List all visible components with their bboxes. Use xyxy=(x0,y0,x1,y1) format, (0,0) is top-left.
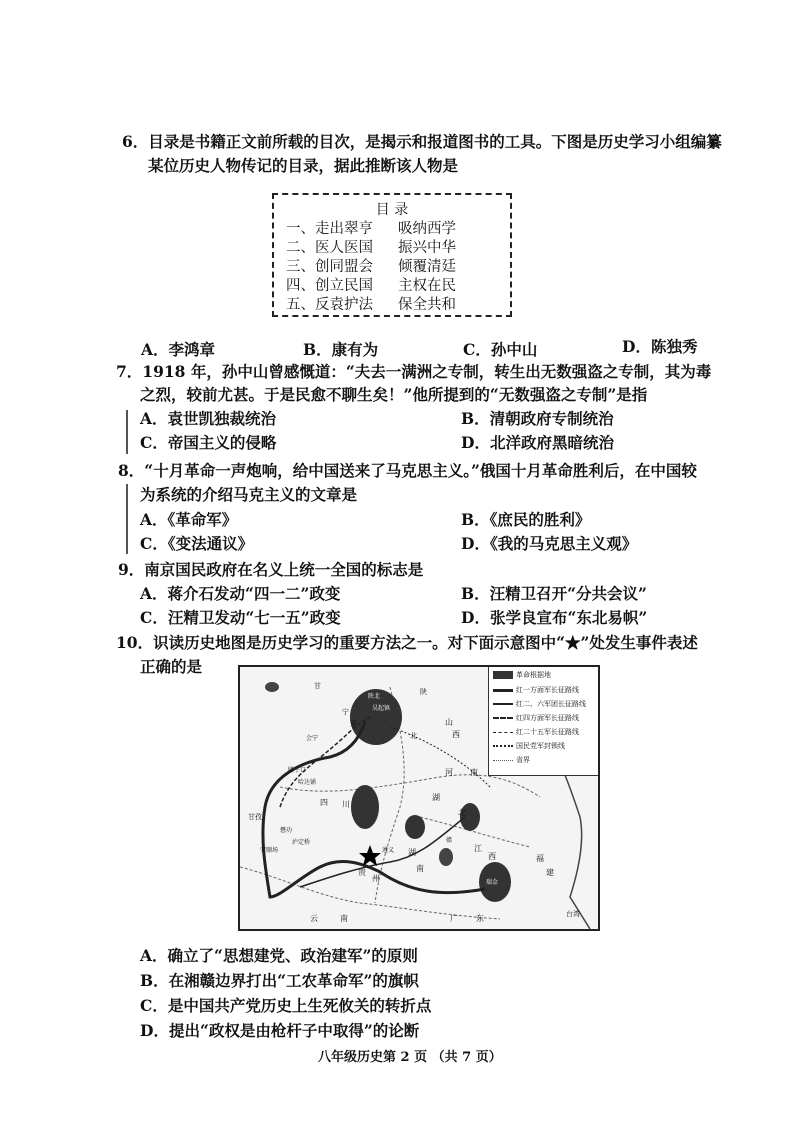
map-label: 云 xyxy=(310,914,318,923)
map-label: 赣 xyxy=(446,837,453,844)
toc-subtitle: 主权在民 xyxy=(398,278,456,294)
legend-item: 红四方面军长征路线 xyxy=(493,713,579,724)
q9-option-c[interactable]: C．汪精卫发动“七一五”政变 xyxy=(140,608,341,627)
toc-chapter: 一、走出翠亨 xyxy=(286,221,373,237)
q10-option-d[interactable]: D．提出“政权是由枪杆子中取得”的论断 xyxy=(140,1021,420,1040)
q8-option-b[interactable]: B．《庶民的胜利》 xyxy=(461,510,591,529)
map-label: 川 xyxy=(342,800,350,809)
toc-subtitle: 吸纳西学 xyxy=(398,221,456,237)
q6-option-a[interactable]: A．李鸿章 xyxy=(141,340,216,359)
map-label: 建 xyxy=(546,868,554,877)
q10-option-c[interactable]: C．是中国共产党历史上生死攸关的转折点 xyxy=(140,996,432,1015)
map-label: 贵 xyxy=(358,868,366,877)
map-label: 西 xyxy=(488,852,496,861)
legend-item: 省界 xyxy=(493,755,530,766)
q8-option-d[interactable]: D．《我的马克思主义观》 xyxy=(461,534,638,553)
q7-option-b[interactable]: B．清朝政府专制统治 xyxy=(461,409,614,428)
map-label: 湖 xyxy=(408,848,416,857)
base-area xyxy=(265,682,279,692)
q7-option-d[interactable]: D．北洋政府黑暗统治 xyxy=(461,433,614,452)
map-label: 河 xyxy=(445,768,453,777)
toc-chapter: 三、创同盟会 xyxy=(286,259,373,275)
legend-item: 红二十五军长征路线 xyxy=(493,727,579,738)
map-label: 南 xyxy=(470,768,478,777)
q7-stem-line1: 7．1918 年，孙中山曾感慨道：“夫去一满洲之专制，转生出无数强盗之专制，其为毒 xyxy=(116,362,712,381)
toc-subtitle: 振兴中华 xyxy=(398,240,456,256)
map-label: 甘 xyxy=(314,682,321,690)
legend-item: 红一方面军长征路线 xyxy=(493,685,579,696)
q8-stem-line2: 为系统的介绍马克主义的文章是 xyxy=(140,485,358,504)
q8-option-a[interactable]: A．《革命军》 xyxy=(140,510,238,529)
map-label: 懋功 xyxy=(280,827,293,834)
map-label: 山 xyxy=(445,718,453,727)
q9-option-a[interactable]: A．蒋介石发动“四一二”政变 xyxy=(140,584,341,603)
q9-stem: 9．南京国民政府在名义上统一全国的标志是 xyxy=(118,560,424,579)
map-label: 江 xyxy=(474,844,482,853)
toc-row xyxy=(286,276,456,296)
toc-chapter: 四、创立民国 xyxy=(286,278,373,294)
map-label: 吴起镇 xyxy=(372,705,391,712)
q6-table-of-contents xyxy=(272,193,512,317)
map-label: 瑞金 xyxy=(486,879,499,886)
map-label: 腊子口 xyxy=(288,767,307,774)
map-label: 州 xyxy=(372,874,380,883)
map-label: 西 xyxy=(452,730,460,739)
map-label: 泸定桥 xyxy=(292,839,311,846)
q10-stem-line1: 10．识读历史地图是历史学习的重要方法之一。对下面示意图中“★”处发生事件表述 xyxy=(116,633,698,652)
legend-item: 红二、六军团长征路线 xyxy=(493,699,586,710)
q8-option-c[interactable]: C．《变法通议》 xyxy=(140,534,254,553)
q7-option-c[interactable]: C．帝国主义的侵略 xyxy=(140,433,277,452)
q7-option-a[interactable]: A．袁世凯独裁统治 xyxy=(140,409,277,428)
base-area xyxy=(439,848,453,866)
q6-option-c[interactable]: C．孙中山 xyxy=(463,340,538,359)
map-label: 南 xyxy=(340,914,348,923)
toc-row xyxy=(286,295,456,315)
q10-option-b[interactable]: B．在湘赣边界打出“工农革命军”的旗帜 xyxy=(140,971,419,990)
map-label: 遵义 xyxy=(382,847,395,854)
map-label: 北 xyxy=(410,732,417,740)
toc-title: 目 录 xyxy=(375,202,409,218)
toc-row xyxy=(286,219,456,239)
map-label: 宁 xyxy=(342,708,349,716)
margin-mark xyxy=(126,410,128,454)
base-area xyxy=(351,785,379,829)
map-label: 南 xyxy=(416,864,424,873)
q6-stem-line1: 6．目录是书籍正文前所载的目次，是揭示和报道图书的工具。下图是历史学习小组编纂 xyxy=(122,132,722,151)
map-label: 哈达铺 xyxy=(298,779,317,786)
map-label: 福 xyxy=(536,854,544,863)
map-label: 东 xyxy=(476,914,484,923)
q7-stem-line2: 之烈，较前尤甚。于是民愈不聊生矣！”他所提到的“无数强盗之专制”是指 xyxy=(140,385,648,404)
map-label: 陕 xyxy=(420,688,427,696)
q10-option-a[interactable]: A．确立了“思想建党、政治建军”的原则 xyxy=(140,946,418,965)
legend-item: 革命根据地 xyxy=(493,670,551,681)
toc-chapter: 五、反袁护法 xyxy=(286,297,373,313)
toc-subtitle: 倾覆清廷 xyxy=(398,259,456,275)
route-red-army-25 xyxy=(390,727,490,787)
long-march-map xyxy=(238,665,600,931)
map-label: 甘孜 xyxy=(248,813,262,821)
q6-stem-line2: 某位历史人物传记的目录，据此推断该人物是 xyxy=(148,156,459,175)
legend-item: 国民党军封锁线 xyxy=(493,741,565,752)
map-label: 安顺场 xyxy=(260,847,279,854)
map-label: 会宁 xyxy=(306,735,319,742)
toc-subtitle: 保全共和 xyxy=(398,297,456,313)
q8-stem-line1: 8．“十月革命一声炮响，给中国送来了马克思主义。”俄国十月革命胜利后，在中国较 xyxy=(118,461,697,480)
map-label: 广 xyxy=(450,914,458,923)
map-label: 湖 xyxy=(432,793,440,802)
toc-row xyxy=(286,257,456,277)
map-label: 陕北 xyxy=(368,693,381,700)
toc-row xyxy=(286,238,456,258)
q10-stem-line2: 正确的是 xyxy=(140,657,203,676)
q6-option-d[interactable]: D．陈独秀 xyxy=(622,337,698,356)
map-label: 北 xyxy=(458,808,466,817)
toc-chapter: 二、医人医国 xyxy=(286,240,373,256)
star-marker xyxy=(359,845,381,866)
margin-mark xyxy=(126,484,128,554)
map-legend xyxy=(488,667,599,776)
map-label: 夏 xyxy=(350,720,357,728)
base-area xyxy=(405,815,425,839)
q9-option-d[interactable]: D．张学良宣布“东北易帜” xyxy=(461,608,648,627)
province-border xyxy=(280,775,540,797)
map-label: 四 xyxy=(320,798,328,807)
q9-option-b[interactable]: B．汪精卫召开“分共会议” xyxy=(461,584,647,603)
page-footer: 八年级历史第 2 页 （共 7 页） xyxy=(318,1050,502,1065)
q6-option-b[interactable]: B．康有为 xyxy=(303,340,379,359)
map-label: 台湾 xyxy=(566,910,580,918)
